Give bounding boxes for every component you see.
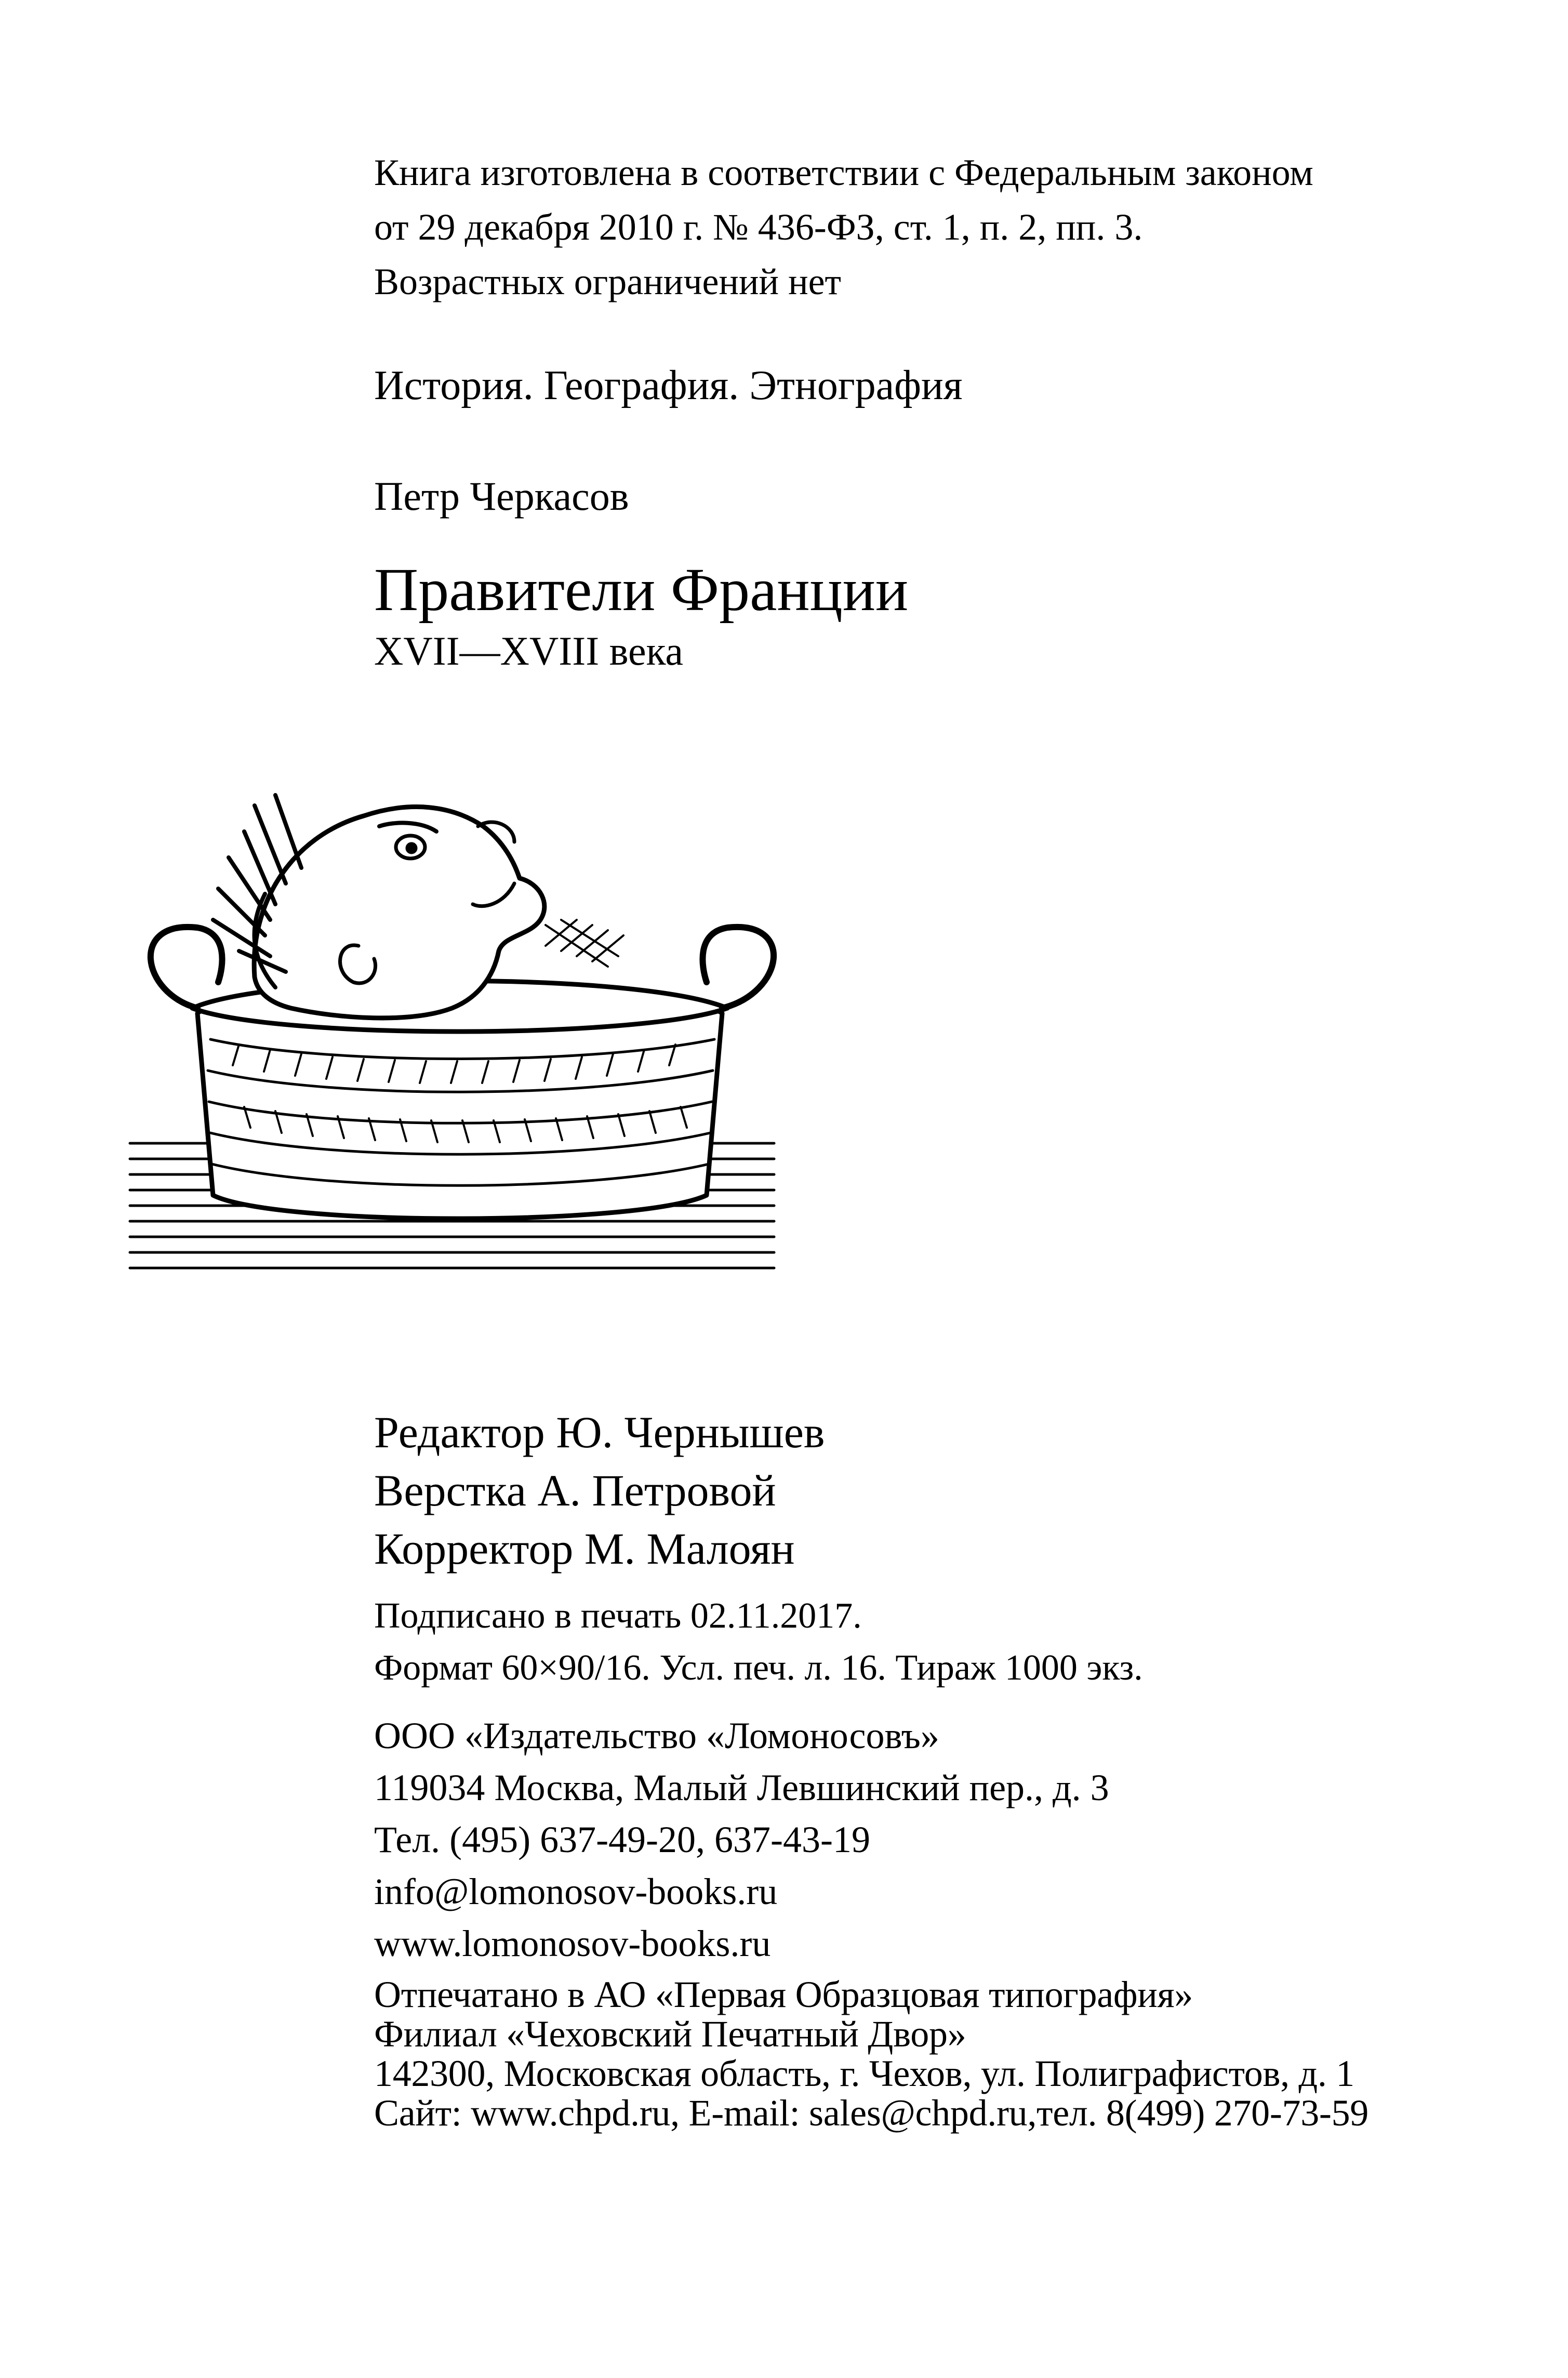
legal-notice (374, 146, 1313, 309)
publisher-address: 119034 Москва, Малый Левшинский пер., д. 3 (374, 1767, 1109, 1808)
layout-credit: Верстка А. Петровой (374, 1465, 776, 1515)
print-info (374, 1590, 1143, 1694)
printer-line-4: Сайт: www.chpd.ru, E-mail: sales@chpd.ru,тел. 8(499) 270-73-59 (374, 2092, 1369, 2134)
proofreader-credit: Корректор М. Малоян (374, 1524, 795, 1574)
book-title: Правители Франции (374, 556, 909, 624)
editor-credit: Редактор Ю. Чернышев (374, 1407, 825, 1457)
printer-line-3: 142300, Московская область, г. Чехов, ул. Полиграфистов, д. 1 (374, 2053, 1354, 2094)
format-info: Формат 60×90/16. Усл. печ. л. 16. Тираж 1000 экз. (374, 1648, 1143, 1688)
printer-block (374, 1975, 1368, 2133)
author-name: Петр Черкасов (374, 473, 629, 519)
legal-line-3: Возрастных ограничений нет (374, 261, 842, 302)
printer-line-1: Отпечатано в АО «Первая Образцовая типография» (374, 1974, 1193, 2015)
book-subtitle: XVII—XVIII века (374, 628, 684, 673)
category: История. География. Этнография (374, 363, 963, 408)
publisher-website: www.lomonosov-books.ru (374, 1923, 771, 1964)
head-in-basket-illustration-icon (119, 748, 805, 1284)
publisher-name: ООО «Издательство «Ломоносовъ» (374, 1715, 939, 1756)
publisher-phone: Тел. (495) 637-49-20, 637-43-19 (374, 1819, 870, 1860)
printer-line-2: Филиал «Чеховский Печатный Двор» (374, 2013, 966, 2055)
signed-to-print: Подписано в печать 02.11.2017. (374, 1596, 862, 1636)
legal-line-1: Книга изготовлена в соответствии с Федеральным законом (374, 152, 1313, 193)
publisher-block (374, 1710, 1109, 1970)
publisher-email: info@lomonosov-books.ru (374, 1871, 778, 1912)
credits (374, 1403, 825, 1578)
legal-line-2: от 29 декабря 2010 г. № 436-ФЗ, ст. 1, п. 2, пп. 3. (374, 206, 1143, 248)
